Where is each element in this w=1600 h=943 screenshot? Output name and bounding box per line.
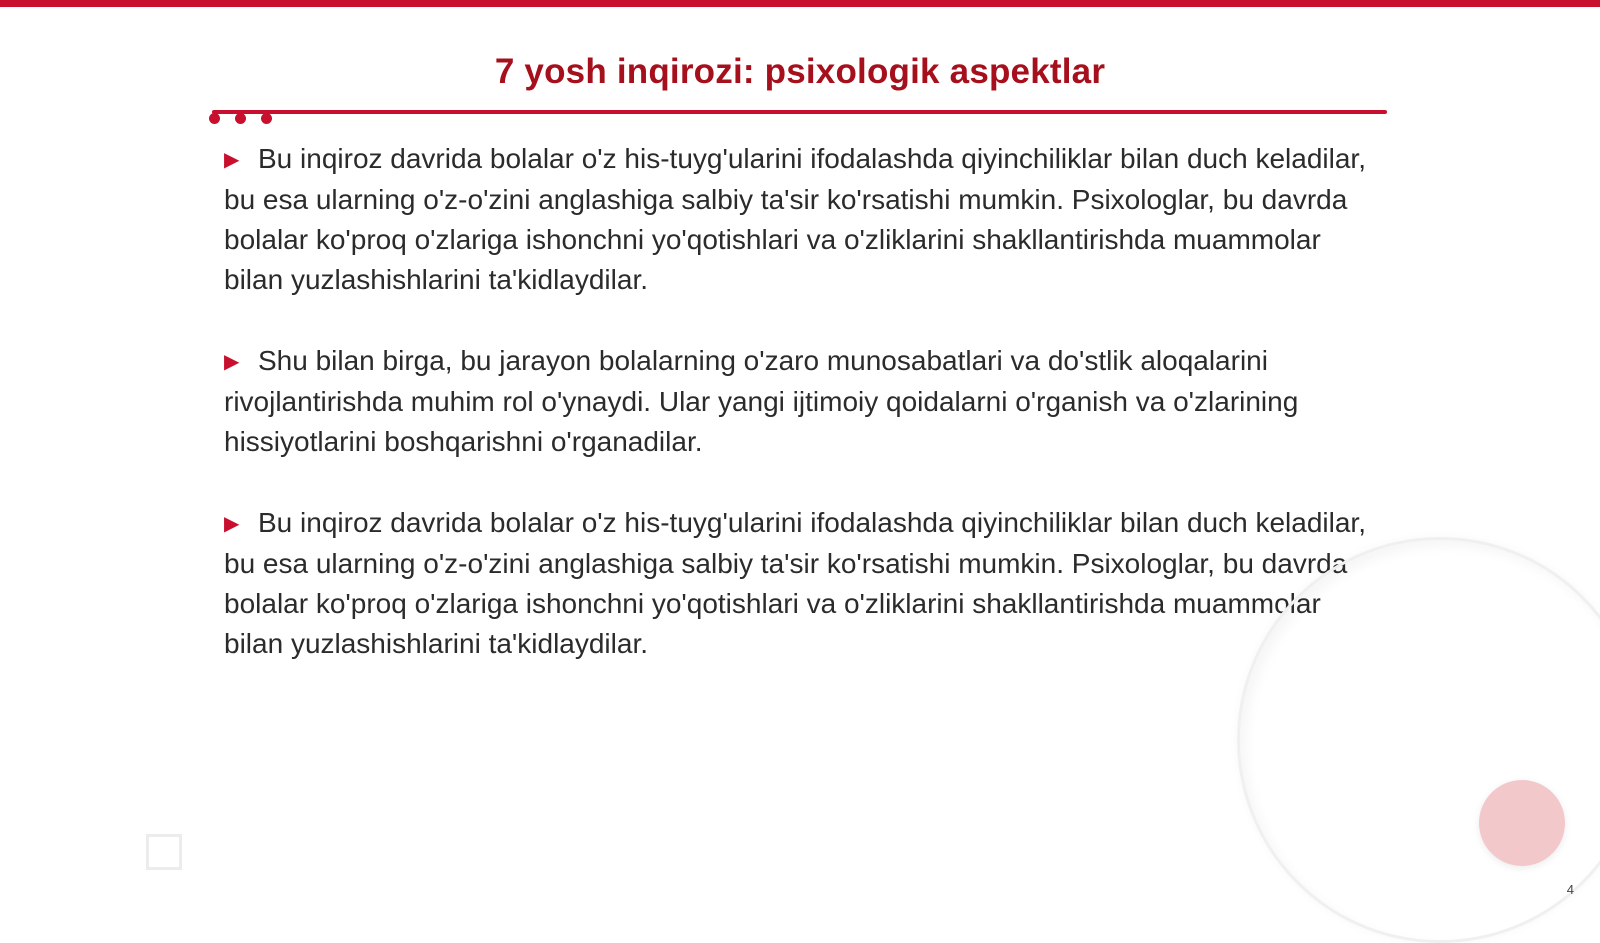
bullet-item bbox=[224, 139, 1374, 300]
triangle-bullet-icon: ▶ bbox=[224, 513, 240, 535]
triangle-bullet-icon: ▶ bbox=[224, 351, 240, 373]
title-underline bbox=[212, 110, 1387, 114]
decorative-pink-circle bbox=[1479, 780, 1565, 866]
bullet-item bbox=[224, 341, 1374, 462]
bullet-item bbox=[224, 503, 1374, 664]
title-dot bbox=[261, 113, 272, 124]
top-accent-bar bbox=[0, 0, 1600, 7]
decorative-square bbox=[146, 834, 182, 870]
bullet-list bbox=[224, 139, 1374, 705]
page-number: 4 bbox=[1566, 882, 1574, 897]
title-dot bbox=[209, 113, 220, 124]
title-dot bbox=[235, 113, 246, 124]
slide-title: 7 yosh inqirozi: psixologik aspektlar bbox=[494, 52, 1106, 91]
bullet-text: Shu bilan birga, bu jarayon bolalarning o'zaro munosabatlari va do'stlik aloqalarini rivojlantirishda muhim rol o'ynaydi. Ular yangi ijtimoiy qoidalarni o'rganish va o'zlarining hissiyotlarini boshqarishni o'rganadilar. bbox=[224, 345, 1299, 457]
bullet-text: Bu inqiroz davrida bolalar o'z his-tuyg'ularini ifodalashda qiyinchiliklar bilan duch keladilar, bu esa ularning o'z-o'zini anglashiga salbiy ta'sir ko'rsatishi mumkin. Psixologlar, bu davrda bolalar ko'proq o'zlariga ishonchni yo'qotishlari va o'zliklarini shakllantirishda muammolar bilan yuzlashishlarini ta'kidlaydilar. bbox=[224, 143, 1366, 295]
triangle-bullet-icon: ▶ bbox=[224, 149, 240, 171]
bullet-text: Bu inqiroz davrida bolalar o'z his-tuyg'ularini ifodalashda qiyinchiliklar bilan duch keladilar, bu esa ularning o'z-o'zini anglashiga salbiy ta'sir ko'rsatishi mumkin. Psixologlar, bu davrda bolalar ko'proq o'zlariga ishonchni yo'qotishlari va o'zliklarini shakllantirishda muammolar bilan yuzlashishlarini ta'kidlaydilar. bbox=[224, 507, 1366, 659]
